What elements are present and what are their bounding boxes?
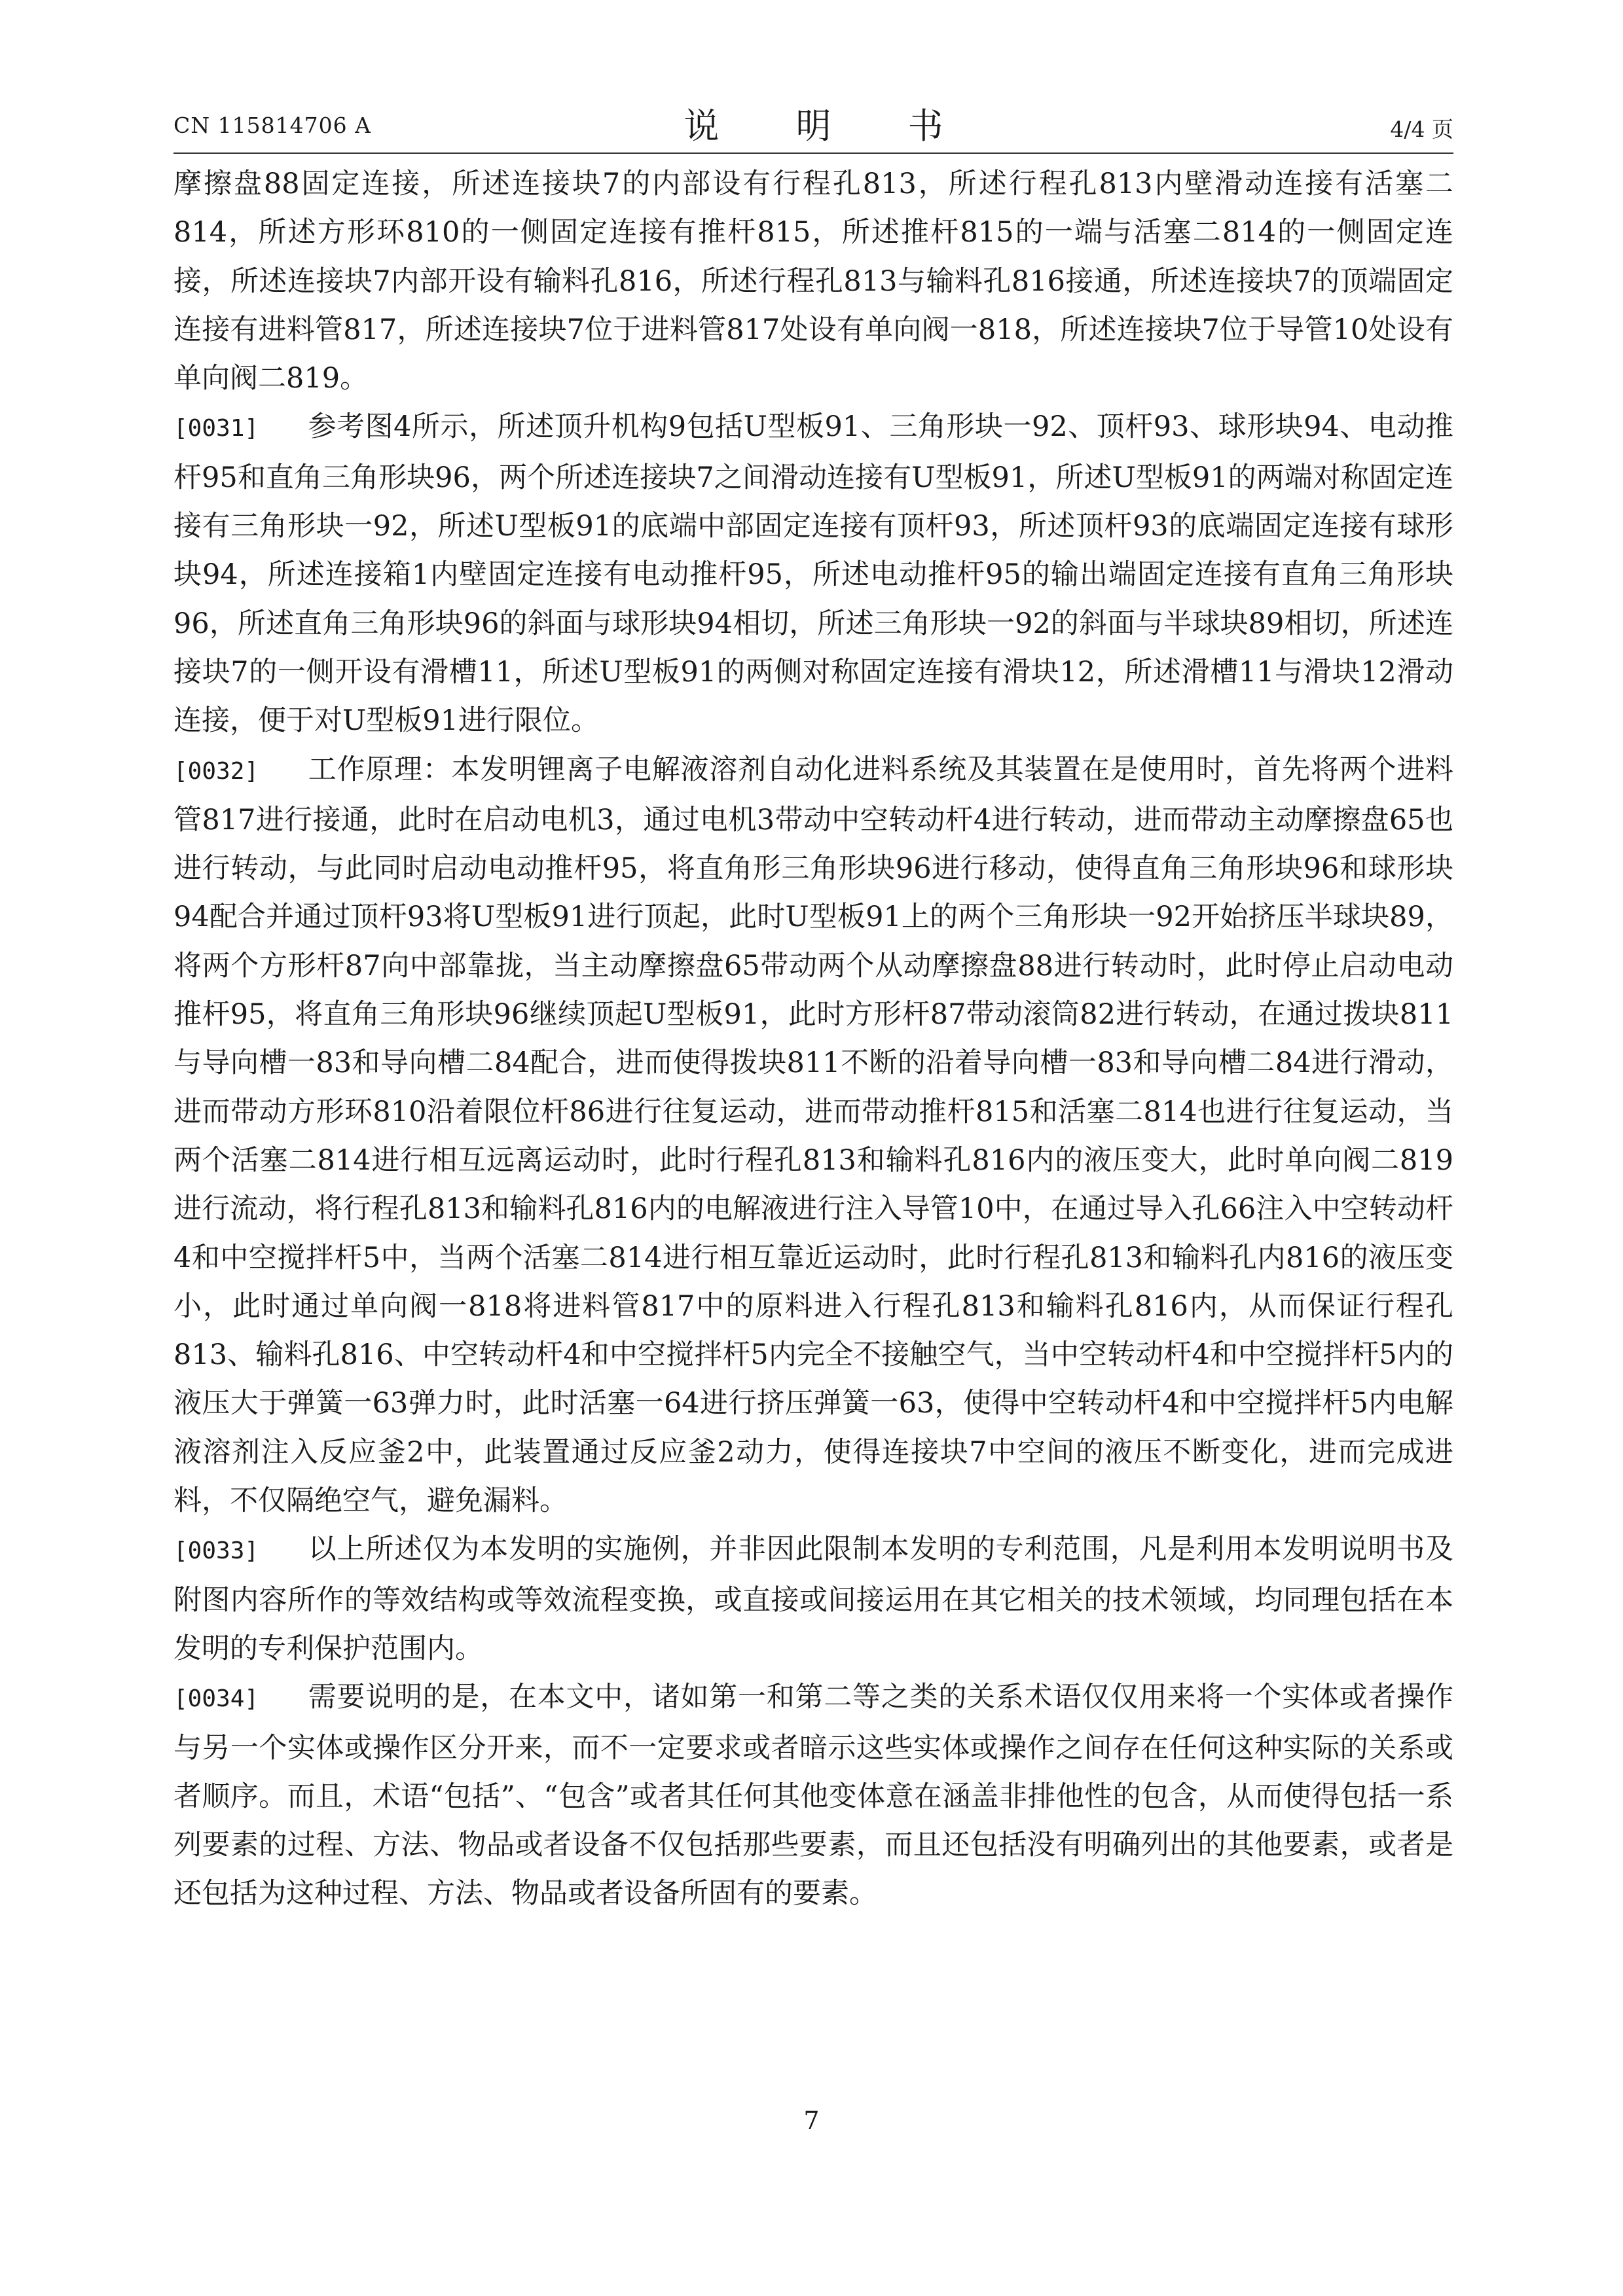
document-title: 说 明 书 [684,105,976,147]
paragraph-number: [0033] [173,1537,259,1565]
paragraph-number: [0034] [173,1685,259,1713]
paragraph-0032 [173,745,1453,1526]
document-body [173,160,1453,1918]
paragraph-0033 [173,1525,1453,1673]
page-number: 7 [803,2106,820,2135]
page-indicator: 4/4 页 [1390,117,1453,142]
header-divider [173,152,1453,154]
paragraph-0031 [173,403,1453,745]
paragraph-text: 摩擦盘88固定连接，所述连接块7的内部设有行程孔813，所述行程孔813内壁滑动连接有活塞二814，所述方形环810的一侧固定连接有推杆815，所述推杆815的一端与活塞二814的一侧固定连接，所述连接块7内部开设有输料孔816，所述行程孔813与输料孔816接通，所述连接块7的顶端固定连接有进料管817，所述连接块7位于进料管817处设有单向阀一818，所述连接块7位于导管10处设有单向阀二819。 [173,168,1453,395]
paragraph-text: 参考图4所示，所述顶升机构9包括U型板91、三角形块一92、顶杆93、球形块94、电动推杆95和直角三角形块96，两个所述连接块7之间滑动连接有U型板91，所述U型板91的两端对称固定连接有三角形块一92，所述U型板91的底端中部固定连接有顶杆93，所述顶杆93的底端固定连接有球形块94，所述连接箱1内壁固定连接有电动推杆95，所述电动推杆95的输出端固定连接有直角三角形块96，所述直角三角形块96的斜面与球形块94相切，所述三角形块一92的斜面与半球块89相切，所述连接块7的一侧开设有滑槽11，所述U型板91的两侧对称固定连接有滑块12，所述滑槽11与滑块12滑动连接，便于对U型板91进行限位。 [173,410,1453,738]
paragraph-number: [0032] [173,757,259,785]
paragraph-number: [0031] [173,415,259,442]
paragraph-text: 工作原理：本发明锂离子电解液溶剂自动化进料系统及其装置在是使用时，首先将两个进料管817进行接通，此时在启动电机3，通过电机3带动中空转动杆4进行转动，进而带动主动摩擦盘65也进行转动，与此同时启动电动推杆95，将直角形三角形块96进行移动，使得直角三角形块96和球形块94配合并通过顶杆93将U型板91进行顶起，此时U型板91上的两个三角形块一92开始挤压半球块89，将两个方形杆87向中部靠拢，当主动摩擦盘65带动两个从动摩擦盘88进行转动时，此时停止启动电动推杆95，将直角三角形块96继续顶起U型板91，此时方形杆87带动滚筒82进行转动，在通过拨块811与导向槽一83和导向槽二84配合，进而使得拨块811不断的沿着导向槽一83和导向槽二84进行滑动，进而带动方形环810沿着限位杆86进行往复运动，进而带动推杆815和活塞二814也进行往复运动，当两个活塞二814进行相互远离运动时，此时行程孔813和输料孔816内的液压变大，此时单向阀二819进行流动，将行程孔813和输料孔816内的电解液进行注入导管10中，在通过导入孔66注入中空转动杆4和中空搅拌杆5中，当两个活塞二814进行相互靠近运动时，此时行程孔813和输料孔内816的液压变小，此时通过单向阀一818将进料管817中的原料进入行程孔813和输料孔816内，从而保证行程孔813、输料孔816、中空转动杆4和中空搅拌杆5内完全不接触空气，当中空转动杆4和中空搅拌杆5内的液压大于弹簧一63弹力时，此时活塞一64进行挤压弹簧一63，使得中空转动杆4和中空搅拌杆5内电解液溶剂注入反应釜2中，此装置通过反应釜2动力，使得连接块7中空间的液压不断变化，进而完成进料，不仅隔绝空气，避免漏料。 [173,753,1453,1518]
paragraph-0034 [173,1673,1453,1918]
paragraph-text: 需要说明的是，在本文中，诸如第一和第二等之类的关系术语仅仅用来将一个实体或者操作与另一个实体或操作区分开来，而不一定要求或者暗示这些实体或操作之间存在任何这种实际的关系或者顺序。而且，术语“包括”、“包含”或者其任何其他变体意在涵盖非排他性的包含，从而使得包括一系列要素的过程、方法、物品或者设备不仅包括那些要素，而且还包括没有明确列出的其他要素，或者是还包括为这种过程、方法、物品或者设备所固有的要素。 [173,1681,1453,1910]
paragraph-text: 以上所述仅为本发明的实施例，并非因此限制本发明的专利范围，凡是利用本发明说明书及附图内容所作的等效结构或等效流程变换，或直接或间接运用在其它相关的技术领域，均同理包括在本发明的专利保护范围内。 [173,1533,1453,1665]
paragraph-continuation [173,160,1453,403]
page-header [173,98,1453,151]
publication-number: CN 115814706 A [173,113,371,138]
